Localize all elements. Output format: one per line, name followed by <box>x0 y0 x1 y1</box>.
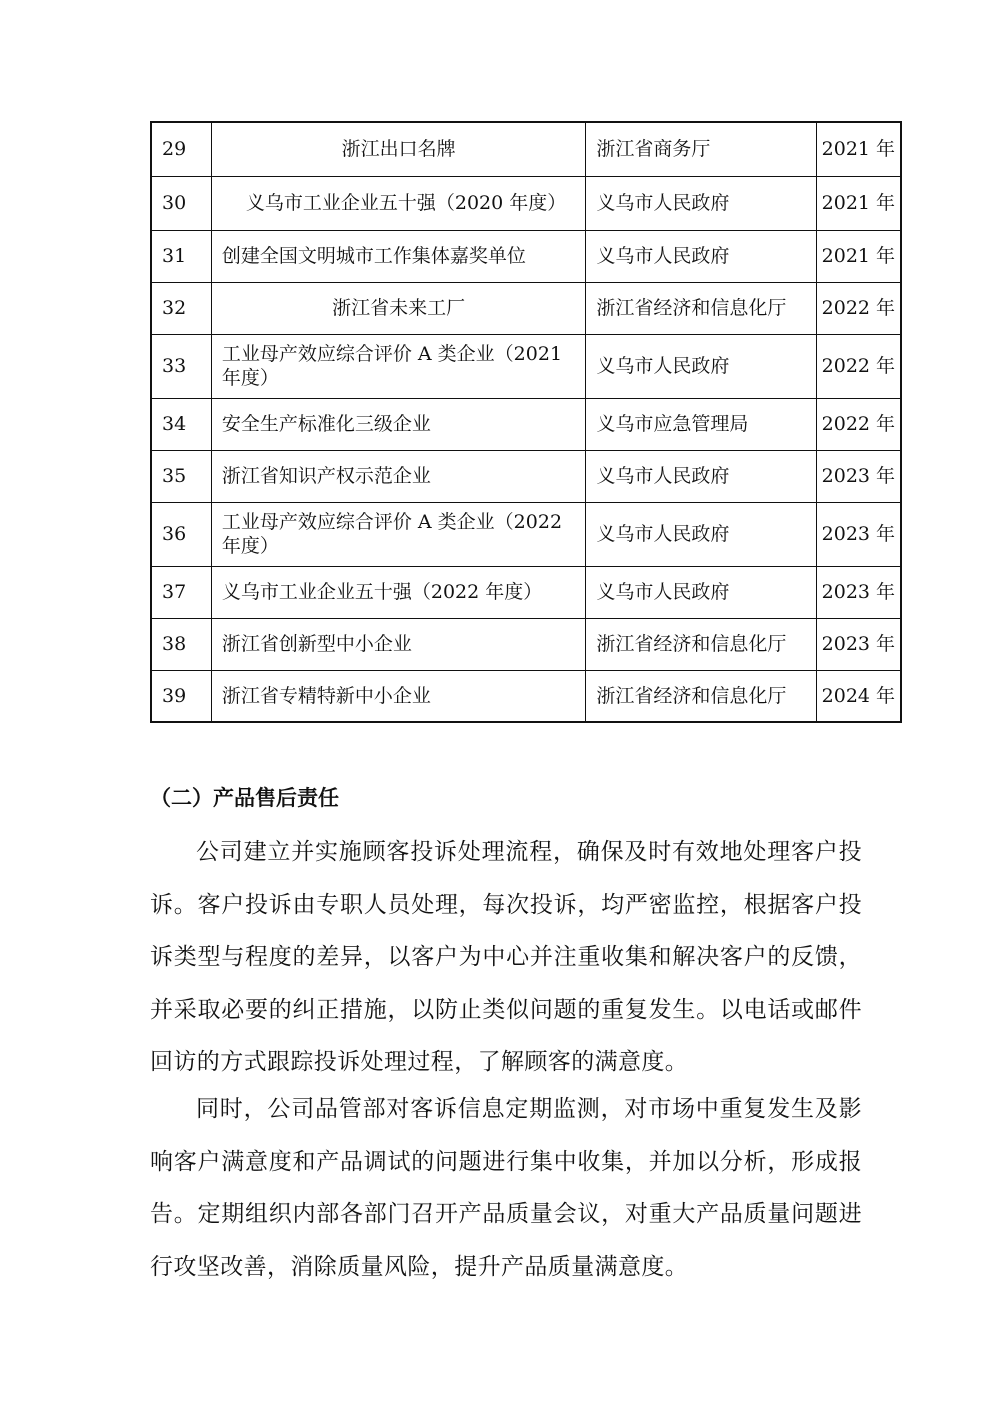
award-name: 创建全国文明城市工作集体嘉奖单位 <box>211 230 585 282</box>
table-row <box>151 122 901 176</box>
row-number: 37 <box>151 566 211 618</box>
award-name: 工业母产效应综合评价 A 类企业（2022 年度） <box>211 502 585 566</box>
table-row <box>151 334 901 398</box>
award-year: 2021 年 <box>816 176 901 230</box>
row-number: 36 <box>151 502 211 566</box>
award-year: 2022 年 <box>816 398 901 450</box>
award-year: 2021 年 <box>816 230 901 282</box>
award-name: 义乌市工业企业五十强（2022 年度） <box>211 566 585 618</box>
issuing-authority: 义乌市应急管理局 <box>586 398 816 450</box>
award-year: 2023 年 <box>816 502 901 566</box>
table-row <box>151 670 901 722</box>
table-row <box>151 398 901 450</box>
row-number: 35 <box>151 450 211 502</box>
table-row <box>151 450 901 502</box>
award-name: 安全生产标准化三级企业 <box>211 398 585 450</box>
issuing-authority: 浙江省经济和信息化厅 <box>586 282 816 334</box>
table-row <box>151 176 901 230</box>
issuing-authority: 浙江省商务厅 <box>586 122 816 176</box>
issuing-authority: 浙江省经济和信息化厅 <box>586 670 816 722</box>
award-year: 2023 年 <box>816 566 901 618</box>
issuing-authority: 义乌市人民政府 <box>586 334 816 398</box>
row-number: 32 <box>151 282 211 334</box>
award-year: 2022 年 <box>816 334 901 398</box>
award-year: 2023 年 <box>816 618 901 670</box>
award-name: 浙江省专精特新中小企业 <box>211 670 585 722</box>
table-row <box>151 502 901 566</box>
row-number: 31 <box>151 230 211 282</box>
issuing-authority: 义乌市人民政府 <box>586 566 816 618</box>
issuing-authority: 义乌市人民政府 <box>586 450 816 502</box>
award-name: 浙江省创新型中小企业 <box>211 618 585 670</box>
row-number: 38 <box>151 618 211 670</box>
body-paragraph: 同时，公司品管部对客诉信息定期监测，对市场中重复发生及影响客户满意度和产品调试的问题进行集中收集，并加以分析，形成报告。定期组织内部各部门召开产品质量会议，对重大产品质量问题进行攻坚改善，消除质量风险，提升产品质量满意度。 <box>150 1096 862 1280</box>
award-name: 浙江省知识产权示范企业 <box>211 450 585 502</box>
table-row <box>151 618 901 670</box>
section-heading: （二）产品售后责任 <box>150 786 339 810</box>
award-year: 2023 年 <box>816 450 901 502</box>
table-row <box>151 230 901 282</box>
award-name: 工业母产效应综合评价 A 类企业（2021 年度） <box>211 334 585 398</box>
issuing-authority: 义乌市人民政府 <box>586 176 816 230</box>
row-number: 39 <box>151 670 211 722</box>
award-year: 2024 年 <box>816 670 901 722</box>
table-row <box>151 566 901 618</box>
issuing-authority: 义乌市人民政府 <box>586 230 816 282</box>
award-year: 2021 年 <box>816 122 901 176</box>
table-row <box>151 282 901 334</box>
award-name: 浙江省未来工厂 <box>211 282 585 334</box>
row-number: 29 <box>151 122 211 176</box>
issuing-authority: 浙江省经济和信息化厅 <box>586 618 816 670</box>
award-name: 义乌市工业企业五十强（2020 年度） <box>211 176 585 230</box>
award-name: 浙江出口名牌 <box>211 122 585 176</box>
award-year: 2022 年 <box>816 282 901 334</box>
body-paragraph: 公司建立并实施顾客投诉处理流程，确保及时有效地处理客户投诉。客户投诉由专职人员处理，每次投诉，均严密监控，根据客户投诉类型与程度的差异，以客户为中心并注重收集和解决客户的反馈，并采取必要的纠正措施，以防止类似问题的重复发生。以电话或邮件回访的方式跟踪投诉处理过程，了解顾客的满意度。 <box>150 839 862 1075</box>
row-number: 30 <box>151 176 211 230</box>
issuing-authority: 义乌市人民政府 <box>586 502 816 566</box>
row-number: 34 <box>151 398 211 450</box>
row-number: 33 <box>151 334 211 398</box>
awards-table <box>150 121 902 723</box>
